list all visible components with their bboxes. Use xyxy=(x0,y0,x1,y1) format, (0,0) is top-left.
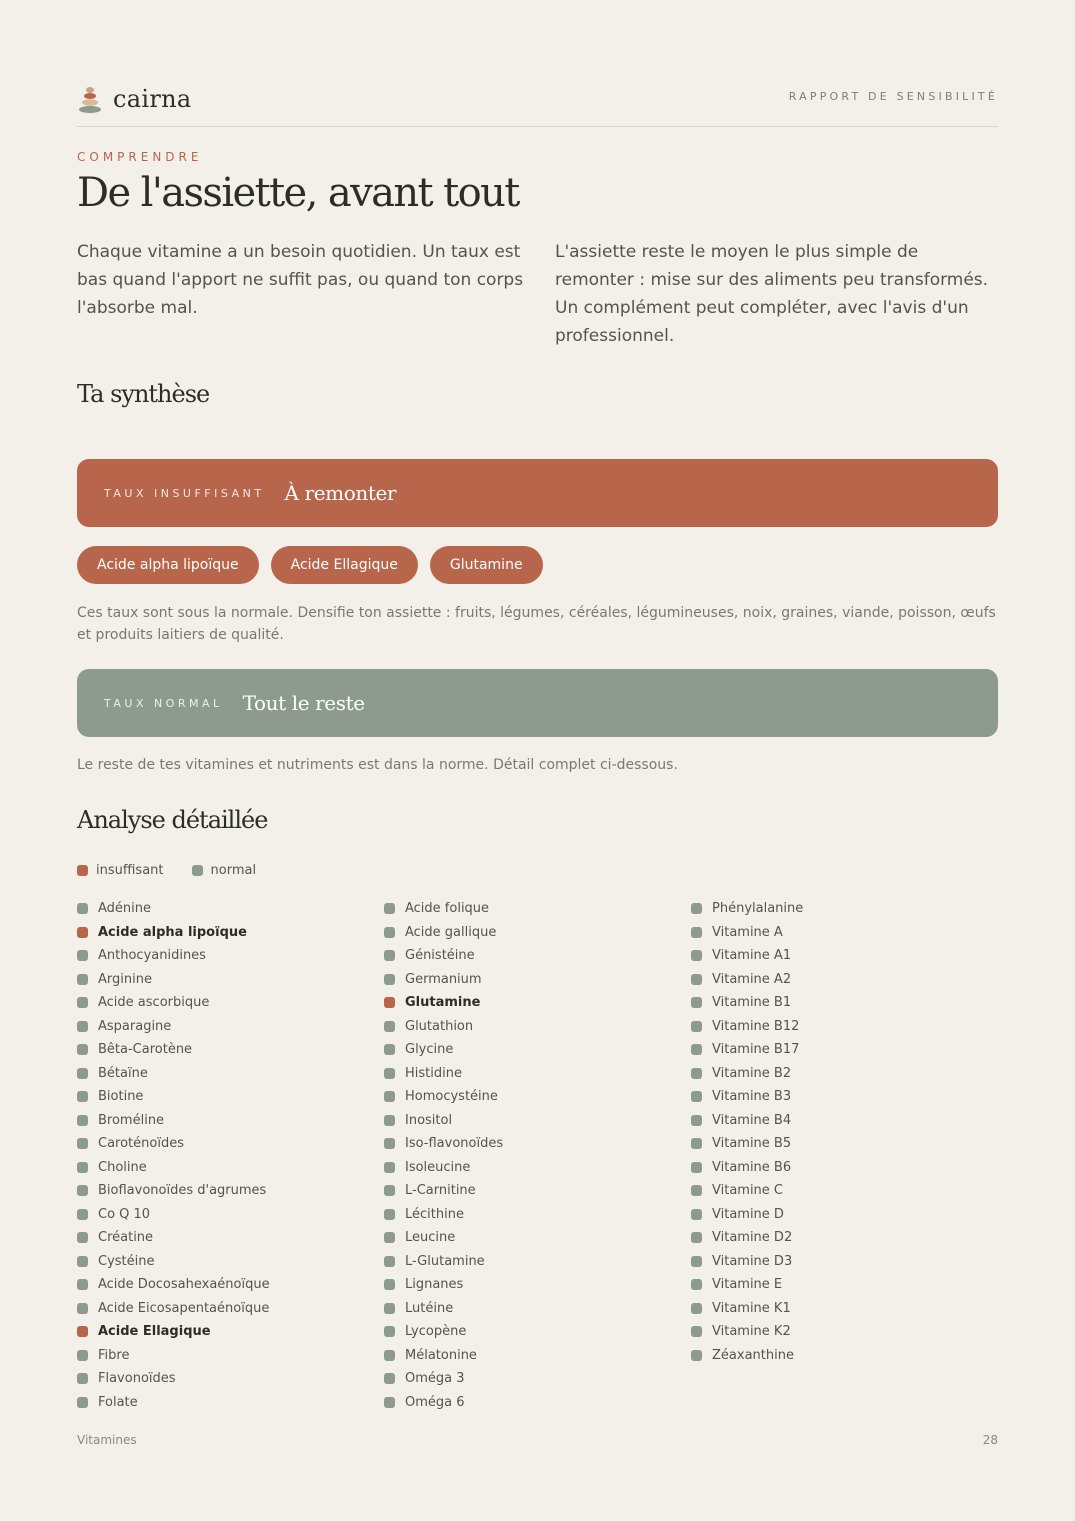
low-item-pill: Acide Ellagique xyxy=(271,546,418,584)
legend-item-normal xyxy=(192,863,257,878)
list-item-label: Vitamine E xyxy=(712,1277,783,1293)
list-item xyxy=(691,1156,998,1180)
list-item-label: Phénylalanine xyxy=(712,901,804,917)
list-item-label: Acide Ellagique xyxy=(98,1324,211,1340)
list-item xyxy=(77,1226,384,1250)
list-item-label: Bêta-Carotène xyxy=(98,1042,193,1058)
status-dot-icon xyxy=(77,1397,88,1408)
list-item xyxy=(384,1226,691,1250)
page-header xyxy=(77,84,998,127)
list-item xyxy=(691,1085,998,1109)
status-dot-icon xyxy=(77,974,88,985)
list-item xyxy=(691,1273,998,1297)
list-item xyxy=(77,897,384,921)
status-dot-icon xyxy=(384,903,395,914)
status-dot-icon xyxy=(384,1185,395,1196)
list-item xyxy=(77,944,384,968)
status-dot-icon xyxy=(691,1115,702,1126)
list-item xyxy=(77,921,384,945)
list-item-label: Vitamine D3 xyxy=(712,1253,793,1269)
list-item xyxy=(691,991,998,1015)
list-item xyxy=(384,1203,691,1227)
status-dot-icon xyxy=(691,1068,702,1079)
list-item xyxy=(77,1367,384,1391)
status-dot-icon xyxy=(691,1350,702,1361)
status-dot-icon xyxy=(384,1091,395,1102)
list-item-label: Germanium xyxy=(405,971,482,987)
list-item xyxy=(691,944,998,968)
list-item-label: Oméga 6 xyxy=(405,1394,465,1410)
status-dot-icon xyxy=(691,1303,702,1314)
status-dot-icon xyxy=(691,1279,702,1290)
list-item-label: Acide gallique xyxy=(405,924,497,940)
section-eyebrow: COMPRENDRE xyxy=(77,150,203,164)
list-item-label: Mélatonine xyxy=(405,1347,477,1363)
status-dot-icon xyxy=(77,1068,88,1079)
detail-columns xyxy=(77,897,998,1414)
intro-right-text: L'assiette reste le moyen le plus simple de remonter : mise sur des aliments peu transformés. Un complément peut compléter, avec l'avis d'un professionnel. xyxy=(555,242,989,346)
list-item xyxy=(77,1273,384,1297)
list-item-label: Vitamine B4 xyxy=(712,1112,792,1128)
list-item-label: Vitamine B2 xyxy=(712,1065,792,1081)
status-dot-icon xyxy=(77,865,88,876)
normal-level-note: Le reste de tes vitamines et nutriments est dans la norme. Détail complet ci-dessous. xyxy=(77,757,678,773)
list-item-label: Vitamine B1 xyxy=(712,995,792,1011)
status-dot-icon xyxy=(77,1162,88,1173)
status-dot-icon xyxy=(691,950,702,961)
list-item-label: Vitamine B6 xyxy=(712,1159,792,1175)
list-item xyxy=(77,1203,384,1227)
status-dot-icon xyxy=(77,1279,88,1290)
list-item xyxy=(691,1297,998,1321)
list-item-label: Vitamine B17 xyxy=(712,1042,800,1058)
list-item-label: Vitamine A2 xyxy=(712,971,792,987)
status-dot-icon xyxy=(384,1209,395,1220)
list-item xyxy=(77,968,384,992)
list-item xyxy=(384,1250,691,1274)
list-item xyxy=(77,991,384,1015)
list-item xyxy=(384,1367,691,1391)
list-item-label: Isoleucine xyxy=(405,1159,471,1175)
status-dot-icon xyxy=(384,1044,395,1055)
list-item xyxy=(691,1179,998,1203)
intro-left-text: Chaque vitamine a un besoin quotidien. Un taux est bas quand l'apport ne suffit pas, ou quand ton corps l'absorbe mal. xyxy=(77,242,524,318)
list-item-label: Oméga 3 xyxy=(405,1371,465,1387)
status-dot-icon xyxy=(77,1091,88,1102)
list-item xyxy=(384,968,691,992)
status-dot-icon xyxy=(384,1021,395,1032)
status-dot-icon xyxy=(77,903,88,914)
list-item xyxy=(384,991,691,1015)
footer-section: Vitamines xyxy=(77,1433,137,1447)
list-item xyxy=(384,1109,691,1133)
report-page xyxy=(77,0,998,1521)
list-item xyxy=(77,1085,384,1109)
page-title: De l'assiette, avant tout xyxy=(77,170,519,216)
list-item-label: Broméline xyxy=(98,1112,165,1128)
status-dot-icon xyxy=(77,1021,88,1032)
list-item xyxy=(384,897,691,921)
status-dot-icon xyxy=(77,1373,88,1384)
list-item-label: L-Carnitine xyxy=(405,1183,476,1199)
list-item xyxy=(691,1203,998,1227)
list-item-label: Inositol xyxy=(405,1112,453,1128)
list-item xyxy=(691,1250,998,1274)
status-dot-icon xyxy=(77,1256,88,1267)
list-item-label: Glutamine xyxy=(405,995,481,1011)
brand-name: cairna xyxy=(113,85,192,113)
status-dot-icon xyxy=(691,1256,702,1267)
status-dot-icon xyxy=(691,1232,702,1243)
normal-level-band xyxy=(77,669,998,737)
status-dot-icon xyxy=(384,974,395,985)
page-footer xyxy=(77,1433,998,1447)
list-item-label: Fibre xyxy=(98,1347,130,1363)
list-item xyxy=(77,1179,384,1203)
status-dot-icon xyxy=(384,1232,395,1243)
low-level-title: À remonter xyxy=(284,481,397,505)
list-item-label: Vitamine K2 xyxy=(712,1324,791,1340)
status-dot-icon xyxy=(384,1279,395,1290)
list-item xyxy=(384,1156,691,1180)
list-item-label: Vitamine D xyxy=(712,1206,784,1222)
status-dot-icon xyxy=(691,1326,702,1337)
low-item-pill: Glutamine xyxy=(430,546,543,584)
status-dot-icon xyxy=(691,1044,702,1055)
status-dot-icon xyxy=(691,903,702,914)
list-item xyxy=(691,1344,998,1368)
list-item-label: Acide folique xyxy=(405,901,490,917)
status-dot-icon xyxy=(384,1068,395,1079)
status-dot-icon xyxy=(77,1138,88,1149)
list-item xyxy=(77,1015,384,1039)
list-item-label: Lutéine xyxy=(405,1300,454,1316)
list-item-label: Vitamine B5 xyxy=(712,1136,792,1152)
list-item xyxy=(384,1297,691,1321)
list-item-label: Vitamine C xyxy=(712,1183,784,1199)
list-item-label: Acide Docosahexaénoïque xyxy=(98,1277,270,1293)
list-item-label: Acide Eicosapentaénoïque xyxy=(98,1300,270,1316)
list-item-label: Co Q 10 xyxy=(98,1206,151,1222)
stacked-stones-icon xyxy=(77,84,103,114)
list-item-label: Lycopène xyxy=(405,1324,467,1340)
status-dot-icon xyxy=(384,1397,395,1408)
list-item-label: L-Glutamine xyxy=(405,1253,485,1269)
list-item-label: Asparagine xyxy=(98,1018,172,1034)
detail-column xyxy=(77,897,384,1414)
report-label: RAPPORT DE SENSIBILITÉ xyxy=(788,90,998,103)
list-item xyxy=(77,1391,384,1415)
list-item-label: Histidine xyxy=(405,1065,462,1081)
status-dot-icon xyxy=(384,1303,395,1314)
status-dot-icon xyxy=(691,997,702,1008)
status-dot-icon xyxy=(384,950,395,961)
list-item xyxy=(691,1038,998,1062)
list-item xyxy=(691,1132,998,1156)
list-item-label: Vitamine A xyxy=(712,924,783,940)
status-dot-icon xyxy=(192,865,203,876)
status-dot-icon xyxy=(691,1138,702,1149)
list-item-label: Cystéine xyxy=(98,1253,155,1269)
normal-level-title: Tout le reste xyxy=(242,691,365,715)
summary-heading: Ta synthèse xyxy=(77,380,210,408)
list-item-label: Acide ascorbique xyxy=(98,995,210,1011)
list-item-label: Génistéine xyxy=(405,948,475,964)
list-item xyxy=(384,1038,691,1062)
list-item-label: Glutathion xyxy=(405,1018,474,1034)
status-dot-icon xyxy=(384,1350,395,1361)
status-dot-icon xyxy=(691,974,702,985)
status-dot-icon xyxy=(77,950,88,961)
list-item-label: Adénine xyxy=(98,901,152,917)
normal-level-tag: TAUX NORMAL xyxy=(104,696,223,710)
list-item-label: Iso-flavonoïdes xyxy=(405,1136,504,1152)
status-dot-icon xyxy=(384,1138,395,1149)
low-items-pills xyxy=(77,546,555,584)
list-item xyxy=(77,1156,384,1180)
status-dot-icon xyxy=(77,1326,88,1337)
list-item xyxy=(691,1109,998,1133)
status-dot-icon xyxy=(384,1326,395,1337)
list-item-label: Vitamine K1 xyxy=(712,1300,791,1316)
list-item xyxy=(384,1320,691,1344)
list-item-label: Bioflavonoïdes d'agrumes xyxy=(98,1183,267,1199)
status-dot-icon xyxy=(384,1373,395,1384)
list-item xyxy=(691,968,998,992)
list-item xyxy=(77,1132,384,1156)
legend-item-low xyxy=(77,863,164,878)
list-item-label: Arginine xyxy=(98,971,152,987)
page-number: 28 xyxy=(982,1433,998,1447)
list-item xyxy=(384,1344,691,1368)
list-item xyxy=(77,1344,384,1368)
list-item xyxy=(691,1015,998,1039)
low-item-pill: Acide alpha lipoïque xyxy=(77,546,259,584)
list-item-label: Leucine xyxy=(405,1230,456,1246)
status-dot-icon xyxy=(77,997,88,1008)
list-item xyxy=(384,1085,691,1109)
status-dot-icon xyxy=(384,1115,395,1126)
list-item xyxy=(384,944,691,968)
list-item xyxy=(77,1038,384,1062)
list-item-label: Acide alpha lipoïque xyxy=(98,924,247,940)
list-item xyxy=(77,1320,384,1344)
status-dot-icon xyxy=(691,1162,702,1173)
status-dot-icon xyxy=(77,1185,88,1196)
status-dot-icon xyxy=(77,1044,88,1055)
list-item-label: Créatine xyxy=(98,1230,154,1246)
list-item xyxy=(691,921,998,945)
brand xyxy=(77,84,191,114)
list-item-label: Vitamine D2 xyxy=(712,1230,793,1246)
status-dot-icon xyxy=(77,1232,88,1243)
legend-label-normal: normal xyxy=(210,863,257,878)
status-dot-icon xyxy=(77,1115,88,1126)
list-item-label: Lignanes xyxy=(405,1277,464,1293)
status-dot-icon xyxy=(384,1162,395,1173)
list-item xyxy=(77,1062,384,1086)
detail-column xyxy=(384,897,691,1414)
status-dot-icon xyxy=(77,927,88,938)
list-item xyxy=(384,1062,691,1086)
list-item-label: Lécithine xyxy=(405,1206,464,1222)
list-item-label: Vitamine B12 xyxy=(712,1018,800,1034)
list-item-label: Anthocyanidines xyxy=(98,948,206,964)
legend-label-low: insuffisant xyxy=(96,863,164,878)
status-dot-icon xyxy=(691,927,702,938)
status-dot-icon xyxy=(77,1209,88,1220)
detail-column xyxy=(691,897,998,1414)
detail-heading: Analyse détaillée xyxy=(77,806,268,834)
list-item-label: Bétaïne xyxy=(98,1065,148,1081)
list-item-label: Vitamine A1 xyxy=(712,948,792,964)
list-item xyxy=(77,1250,384,1274)
list-item-label: Zéaxanthine xyxy=(712,1347,794,1363)
low-level-note: Ces taux sont sous la normale. Densifie ton assiette : fruits, légumes, céréales, légumineuses, noix, graines, viande, poisson, œufs et produits laitiers de qualité. xyxy=(77,605,996,643)
list-item-label: Folate xyxy=(98,1394,138,1410)
list-item-label: Biotine xyxy=(98,1089,144,1105)
list-item-label: Homocystéine xyxy=(405,1089,498,1105)
low-level-band xyxy=(77,459,998,527)
status-dot-icon xyxy=(691,1209,702,1220)
list-item-label: Vitamine B3 xyxy=(712,1089,792,1105)
status-legend xyxy=(77,863,284,878)
status-dot-icon xyxy=(691,1091,702,1102)
list-item-label: Choline xyxy=(98,1159,147,1175)
status-dot-icon xyxy=(77,1350,88,1361)
status-dot-icon xyxy=(384,1256,395,1267)
list-item xyxy=(691,1062,998,1086)
list-item-label: Caroténoïdes xyxy=(98,1136,184,1152)
list-item xyxy=(384,1273,691,1297)
status-dot-icon xyxy=(691,1021,702,1032)
status-dot-icon xyxy=(691,1185,702,1196)
list-item xyxy=(691,897,998,921)
status-dot-icon xyxy=(384,997,395,1008)
list-item-label: Glycine xyxy=(405,1042,454,1058)
list-item xyxy=(384,921,691,945)
list-item xyxy=(384,1132,691,1156)
status-dot-icon xyxy=(77,1303,88,1314)
list-item xyxy=(77,1109,384,1133)
list-item xyxy=(691,1226,998,1250)
list-item xyxy=(691,1320,998,1344)
status-dot-icon xyxy=(384,927,395,938)
list-item xyxy=(384,1179,691,1203)
list-item xyxy=(384,1391,691,1415)
low-level-tag: TAUX INSUFFISANT xyxy=(104,486,265,500)
list-item xyxy=(384,1015,691,1039)
list-item-label: Flavonoïdes xyxy=(98,1371,176,1387)
list-item xyxy=(77,1297,384,1321)
